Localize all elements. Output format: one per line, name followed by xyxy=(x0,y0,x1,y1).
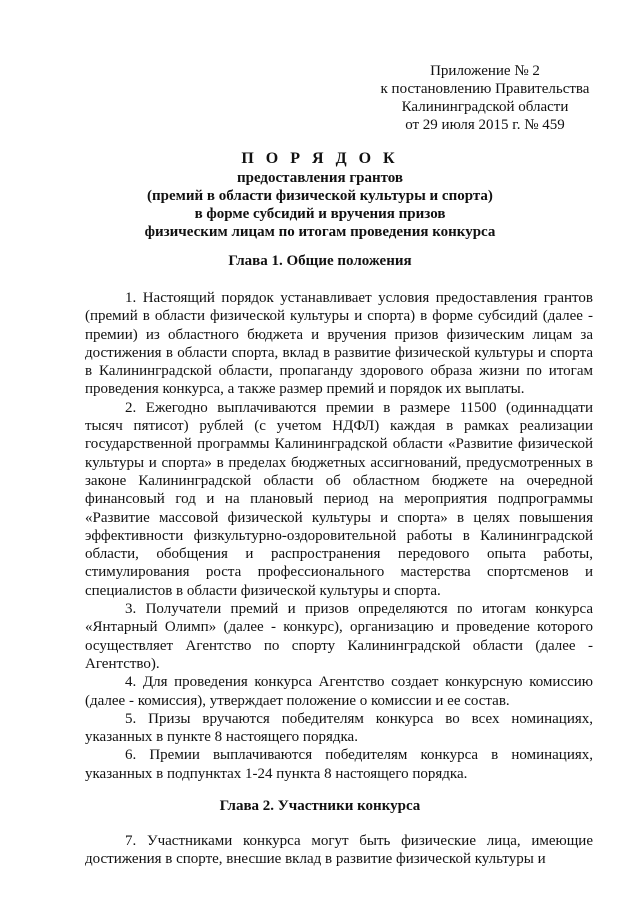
title-main: П О Р Я Д О К xyxy=(241,150,399,167)
title-line: (премий в области физической культуры и спорта) xyxy=(147,188,493,204)
appendix-number: Приложение № 2 xyxy=(430,63,540,79)
appendix-block xyxy=(360,62,610,134)
paragraph: 4. Для проведения конкурса Агентство создает конкурсную комиссию (далее - комиссия), утверждает положение о комиссии и ее состав. xyxy=(85,674,593,709)
chapter-1-heading: Глава 1. Общие положения xyxy=(228,253,412,269)
appendix-region: Калининградской области xyxy=(401,99,569,115)
paragraph: 6. Премии выплачиваются победителям конкурса в номинациях, указанных в подпунктах 1-24 пункта 8 настоящего порядка. xyxy=(85,747,593,782)
chapter-2-body xyxy=(85,832,593,869)
paragraph: 1. Настоящий порядок устанавливает условия предоставления грантов (премий в области физической культуры и спорта) в форме субсидий (далее - премии) из областного бюджета и вручения призов физическим лицам за достижения в области спорта, вклад в развитие физической культуры и спорта в Калининградской области, пропаганду здорового образа жизни по итогам проведения конкурса, а также размер премий и порядок их выплаты. xyxy=(85,290,593,398)
title-line: в форме субсидий и вручения призов xyxy=(194,206,446,222)
paragraph: 3. Получатели премий и призов определяются по итогам конкурса «Янтарный Олимп» (далее - конкурс), организацию и проведение которого осуществляет Агентство по спорту Калининградской области (далее - Агентство). xyxy=(85,601,593,672)
appendix-reference: к постановлению Правительства xyxy=(380,81,590,97)
paragraph: 5. Призы вручаются победителям конкурса во всех номинациях, указанных в пункте 8 настоящего порядка. xyxy=(85,710,593,746)
title-line: предоставления грантов xyxy=(236,170,404,186)
paragraph: 2. Ежегодно выплачиваются премии в размере 11500 (одиннадцати тысяч пятисот) рублей (с учетом НДФЛ) каждая в рамках реализации государственной программы Калининградской области «Развитие физической культуры и спорта» в пределах бюджетных ассигнований, предусмотренных в законе Калининградской области об областном бюджете на очередной финансовый год и на плановый период на мероприятия подпрограммы «Развитие массовой физической культуры и спорта» в целях повышения эффективности физкультурно-оздоровительной работы в Калининградской области, обобщения и распространения передового опыта работы, стимулирования роста профессионального мастерства спортсменов и специалистов в области физической культуры и спорта. xyxy=(85,399,593,599)
chapter-1-body xyxy=(85,289,593,783)
document-title xyxy=(60,150,580,241)
paragraph: 7. Участниками конкурса могут быть физические лица, имеющие достижения в спорте, внесшие вклад в развитие физической культуры и xyxy=(85,833,593,868)
title-line: физическим лицам по итогам проведения конкурса xyxy=(144,224,496,240)
chapter-2-heading: Глава 2. Участники конкурса xyxy=(219,798,421,814)
appendix-date: от 29 июля 2015 г. № 459 xyxy=(405,117,565,133)
